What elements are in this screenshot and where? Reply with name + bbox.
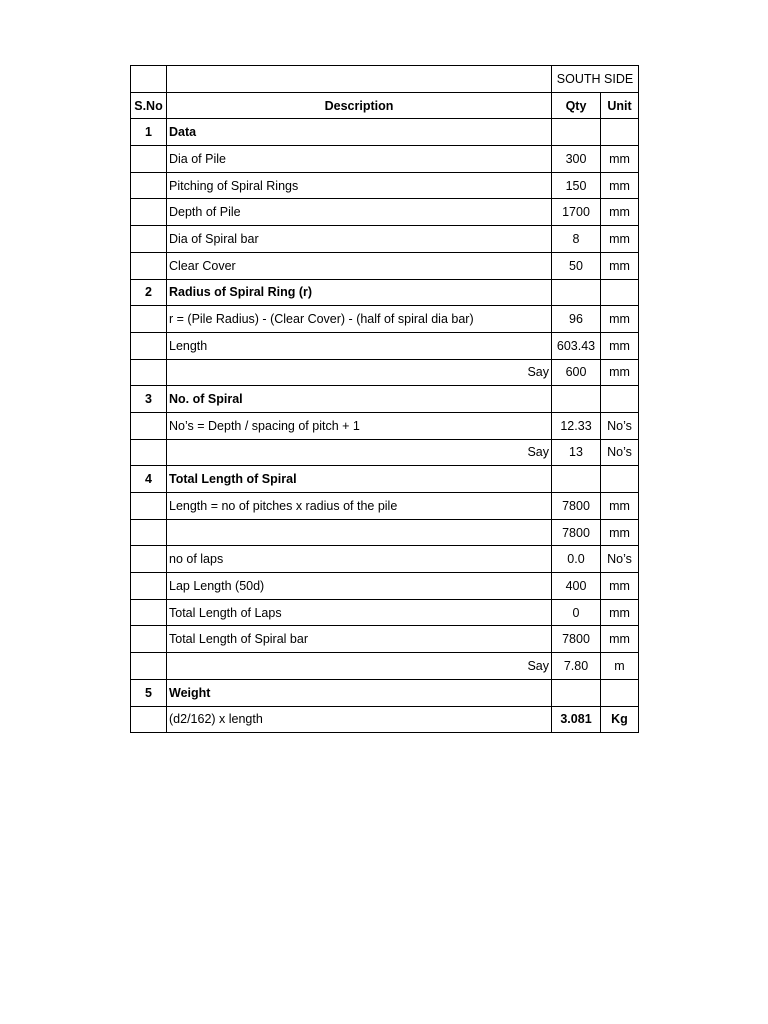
qty-cell: 300: [552, 146, 601, 173]
unit-cell: [601, 119, 639, 146]
description-cell: Depth of Pile: [167, 199, 552, 226]
sno-cell: [131, 653, 167, 680]
description-cell: Total Length of Laps: [167, 599, 552, 626]
table-row: [131, 493, 639, 520]
section-row: [131, 679, 639, 706]
description-cell: Weight: [167, 679, 552, 706]
description-cell: r = (Pile Radius) - (Clear Cover) - (half of spiral dia bar): [167, 306, 552, 333]
description-cell: Dia of Spiral bar: [167, 226, 552, 253]
sno-cell: 5: [131, 679, 167, 706]
unit-cell: mm: [601, 252, 639, 279]
sno-cell: 1: [131, 119, 167, 146]
sno-cell: [131, 226, 167, 253]
sno-header: S.No: [131, 92, 167, 119]
spiral-calculation-table: [130, 65, 639, 733]
unit-cell: mm: [601, 573, 639, 600]
table-row: [131, 653, 639, 680]
table-row: [131, 252, 639, 279]
section-row: [131, 279, 639, 306]
sno-cell: [131, 626, 167, 653]
table-row: [131, 626, 639, 653]
description-cell: No’s = Depth / spacing of pitch + 1: [167, 412, 552, 439]
qty-cell: 7.80: [552, 653, 601, 680]
unit-cell: mm: [601, 626, 639, 653]
side-header-row: [131, 66, 639, 93]
unit-cell: mm: [601, 306, 639, 333]
unit-cell: mm: [601, 226, 639, 253]
unit-cell: mm: [601, 199, 639, 226]
unit-cell: [601, 279, 639, 306]
sno-cell: [131, 546, 167, 573]
unit-cell: mm: [601, 172, 639, 199]
description-cell: Total Length of Spiral bar: [167, 626, 552, 653]
qty-cell: [552, 119, 601, 146]
sno-cell: 2: [131, 279, 167, 306]
sno-cell: [131, 172, 167, 199]
unit-cell: No’s: [601, 546, 639, 573]
table-row: [131, 306, 639, 333]
description-cell: Lap Length (50d): [167, 573, 552, 600]
empty-cell: [167, 66, 552, 93]
unit-cell: mm: [601, 146, 639, 173]
sno-cell: [131, 359, 167, 386]
empty-cell: [131, 66, 167, 93]
qty-cell: 603.43: [552, 332, 601, 359]
unit-cell: m: [601, 653, 639, 680]
sno-cell: [131, 519, 167, 546]
table-row: [131, 146, 639, 173]
table-row: [131, 359, 639, 386]
description-cell: Total Length of Spiral: [167, 466, 552, 493]
table-row: [131, 412, 639, 439]
sno-cell: [131, 146, 167, 173]
table-row: [131, 439, 639, 466]
unit-cell: mm: [601, 359, 639, 386]
qty-cell: 96: [552, 306, 601, 333]
sno-cell: [131, 412, 167, 439]
qty-cell: 3.081: [552, 706, 601, 733]
section-row: [131, 119, 639, 146]
qty-cell: 1700: [552, 199, 601, 226]
table-row: [131, 599, 639, 626]
table-row: [131, 519, 639, 546]
unit-cell: mm: [601, 599, 639, 626]
description-cell: No. of Spiral: [167, 386, 552, 413]
south-side-label: SOUTH SIDE: [552, 66, 639, 93]
description-cell: Length = no of pitches x radius of the pile: [167, 493, 552, 520]
table-row: [131, 172, 639, 199]
table-row: [131, 226, 639, 253]
qty-cell: [552, 466, 601, 493]
qty-cell: 600: [552, 359, 601, 386]
qty-cell: [552, 386, 601, 413]
section-row: [131, 466, 639, 493]
sno-cell: [131, 199, 167, 226]
table-row: [131, 706, 639, 733]
description-cell: Radius of Spiral Ring (r): [167, 279, 552, 306]
qty-cell: 7800: [552, 626, 601, 653]
qty-cell: 400: [552, 573, 601, 600]
qty-cell: [552, 279, 601, 306]
unit-cell: [601, 679, 639, 706]
unit-cell: mm: [601, 519, 639, 546]
sno-cell: [131, 332, 167, 359]
qty-cell: 0: [552, 599, 601, 626]
table-row: [131, 546, 639, 573]
unit-cell: [601, 466, 639, 493]
table-row: [131, 199, 639, 226]
description-cell: [167, 519, 552, 546]
unit-cell: Kg: [601, 706, 639, 733]
qty-cell: 12.33: [552, 412, 601, 439]
description-cell: Length: [167, 332, 552, 359]
unit-cell: [601, 386, 639, 413]
qty-header: Qty: [552, 92, 601, 119]
table-row: [131, 332, 639, 359]
unit-cell: mm: [601, 332, 639, 359]
sno-cell: 3: [131, 386, 167, 413]
table-row: [131, 573, 639, 600]
sno-cell: [131, 252, 167, 279]
qty-cell: [552, 679, 601, 706]
description-cell: no of laps: [167, 546, 552, 573]
say-label: Say: [167, 359, 552, 386]
qty-cell: 13: [552, 439, 601, 466]
sno-cell: [131, 306, 167, 333]
sno-cell: [131, 439, 167, 466]
qty-cell: 0.0: [552, 546, 601, 573]
sno-cell: [131, 493, 167, 520]
say-label: Say: [167, 439, 552, 466]
qty-cell: 50: [552, 252, 601, 279]
description-cell: Data: [167, 119, 552, 146]
say-label: Say: [167, 653, 552, 680]
description-cell: Dia of Pile: [167, 146, 552, 173]
column-header-row: [131, 92, 639, 119]
sno-cell: [131, 599, 167, 626]
unit-cell: No’s: [601, 439, 639, 466]
sno-cell: [131, 573, 167, 600]
section-row: [131, 386, 639, 413]
description-cell: Clear Cover: [167, 252, 552, 279]
sno-cell: [131, 706, 167, 733]
unit-cell: No’s: [601, 412, 639, 439]
qty-cell: 7800: [552, 493, 601, 520]
description-cell: (d2/162) x length: [167, 706, 552, 733]
description-header: Description: [167, 92, 552, 119]
sno-cell: 4: [131, 466, 167, 493]
unit-header: Unit: [601, 92, 639, 119]
qty-cell: 150: [552, 172, 601, 199]
qty-cell: 8: [552, 226, 601, 253]
description-cell: Pitching of Spiral Rings: [167, 172, 552, 199]
unit-cell: mm: [601, 493, 639, 520]
qty-cell: 7800: [552, 519, 601, 546]
